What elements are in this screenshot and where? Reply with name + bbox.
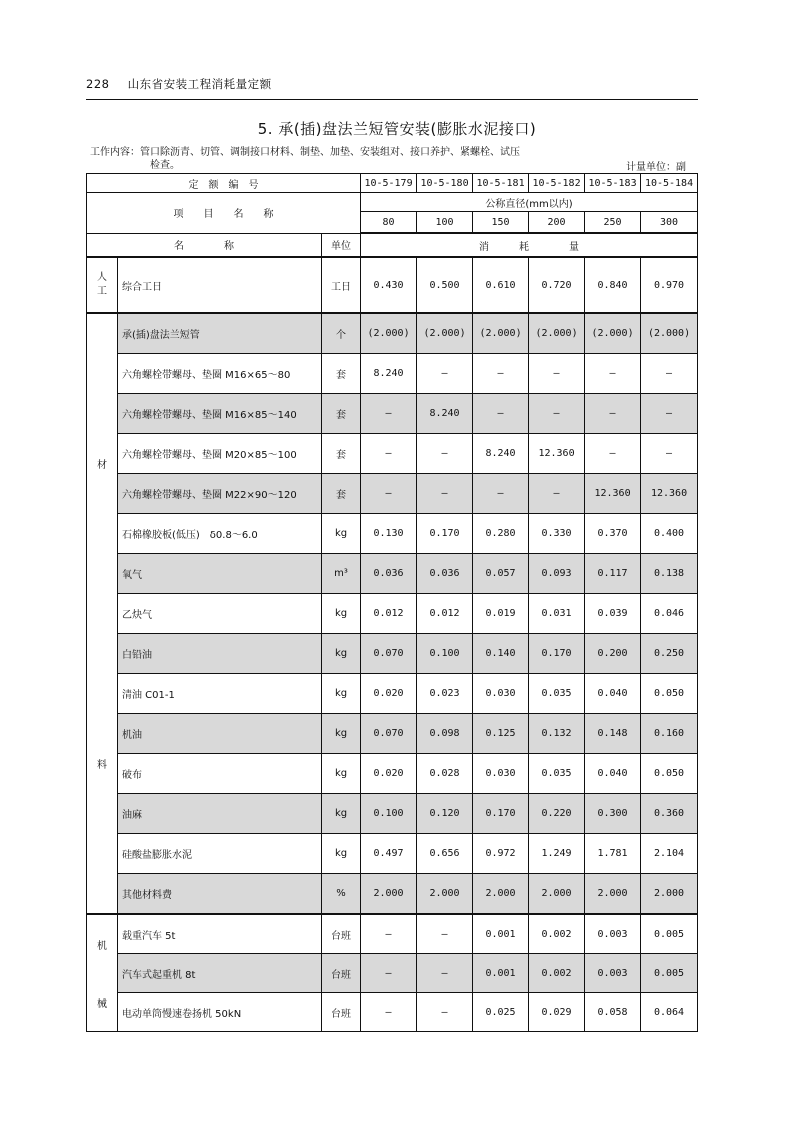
- quantity-cell: 0.040: [585, 754, 641, 794]
- item-name: 载重汽车 5t: [118, 914, 322, 954]
- machinery-row: [87, 993, 698, 1032]
- page-number: 228: [86, 77, 110, 91]
- labor-row: [87, 257, 698, 313]
- quantity-cell: 0.497: [361, 834, 417, 874]
- unit-of-measure: 计量单位：副: [626, 162, 686, 173]
- item-name: 硅酸盐膨胀水泥: [118, 834, 322, 874]
- quantity-cell: 0.720: [529, 257, 585, 313]
- item-name: 承(插)盘法兰短管: [118, 313, 322, 354]
- code-label: 定 额 编 号: [87, 174, 361, 193]
- quantity-cell: 0.050: [641, 754, 698, 794]
- column-header-row: [87, 233, 698, 257]
- item-unit: kg: [322, 634, 361, 674]
- item-unit: kg: [322, 674, 361, 714]
- quantity-cell: 12.360: [641, 474, 698, 514]
- dn-label-row: [87, 193, 698, 212]
- item-unit: 套: [322, 474, 361, 514]
- quantity-cell: 0.656: [417, 834, 473, 874]
- quantity-cell: 0.003: [585, 954, 641, 993]
- quantity-cell: 0.028: [417, 754, 473, 794]
- code-cell: 10-5-180: [417, 174, 473, 193]
- quantity-cell: 0.035: [529, 754, 585, 794]
- quantity-cell: —: [417, 354, 473, 394]
- labor-category-label: [87, 257, 118, 313]
- quantity-cell: (2.000): [529, 313, 585, 354]
- quantity-cell: 0.280: [473, 514, 529, 554]
- item-name: 六角螺栓带螺母、垫圈 M22×90～120: [118, 474, 322, 514]
- code-cell: 10-5-184: [641, 174, 698, 193]
- quantity-cell: 0.120: [417, 794, 473, 834]
- quantity-cell: —: [361, 474, 417, 514]
- quantity-cell: 0.020: [361, 754, 417, 794]
- quantity-cell: 2.000: [641, 874, 698, 915]
- quantity-cell: 0.003: [585, 914, 641, 954]
- quantity-cell: 0.050: [641, 674, 698, 714]
- quantity-cell: 0.160: [641, 714, 698, 754]
- quantity-cell: —: [529, 354, 585, 394]
- material-row: [87, 634, 698, 674]
- quantity-cell: (2.000): [473, 313, 529, 354]
- quantity-cell: 8.240: [473, 434, 529, 474]
- quantity-cell: 0.030: [473, 754, 529, 794]
- item-name: 其他材料费: [118, 874, 322, 915]
- quantity-cell: —: [361, 954, 417, 993]
- quantity-cell: —: [585, 394, 641, 434]
- quantity-cell: —: [417, 954, 473, 993]
- quantity-cell: —: [529, 474, 585, 514]
- diameter-cell: 100: [417, 212, 473, 234]
- item-name: 汽车式起重机 8t: [118, 954, 322, 993]
- quantity-cell: 0.064: [641, 993, 698, 1032]
- quantity-cell: 0.125: [473, 714, 529, 754]
- unit-column-label: 单位: [322, 233, 361, 257]
- quantity-cell: (2.000): [585, 313, 641, 354]
- material-row: [87, 514, 698, 554]
- quantity-cell: —: [361, 914, 417, 954]
- quantity-cell: 1.781: [585, 834, 641, 874]
- quantity-cell: —: [473, 394, 529, 434]
- item-name: 破布: [118, 754, 322, 794]
- quantity-cell: 0.040: [585, 674, 641, 714]
- quantity-cell: 0.002: [529, 954, 585, 993]
- category-char-top: 材: [97, 460, 107, 472]
- item-name: 六角螺栓带螺母、垫圈 M16×65～80: [118, 354, 322, 394]
- quantity-cell: 2.000: [417, 874, 473, 915]
- quantity-cell: 0.046: [641, 594, 698, 634]
- item-name: 综合工日: [118, 257, 322, 313]
- material-row: [87, 474, 698, 514]
- quantity-cell: 0.330: [529, 514, 585, 554]
- quantity-cell: 0.250: [641, 634, 698, 674]
- name-column-label: 名 称: [87, 233, 322, 257]
- item-name: 油麻: [118, 794, 322, 834]
- quantity-cell: —: [361, 993, 417, 1032]
- material-row: [87, 674, 698, 714]
- quantity-cell: —: [641, 354, 698, 394]
- item-unit: m³: [322, 554, 361, 594]
- quantity-cell: 0.001: [473, 914, 529, 954]
- quantity-cell: 2.104: [641, 834, 698, 874]
- quantity-cell: 2.000: [361, 874, 417, 915]
- material-row: [87, 594, 698, 634]
- item-unit: kg: [322, 834, 361, 874]
- quantity-cell: 0.100: [361, 794, 417, 834]
- quantity-cell: 0.140: [473, 634, 529, 674]
- quantity-cell: 0.019: [473, 594, 529, 634]
- section-title: 5. 承(插)盘法兰短管安装(膨胀水泥接口): [257, 120, 537, 138]
- item-name: 清油 C01-1: [118, 674, 322, 714]
- quantity-cell: 0.500: [417, 257, 473, 313]
- work-content-line-1: 工作内容：管口除沥青、切管、调制接口材料、制垫、加垫、安装组对、接口养护、紧螺栓、试压: [90, 147, 520, 158]
- code-cell: 10-5-179: [361, 174, 417, 193]
- quantity-cell: 0.972: [473, 834, 529, 874]
- quantity-cell: 2.000: [529, 874, 585, 915]
- item-name: 电动单筒慢速卷扬机 50kN: [118, 993, 322, 1032]
- item-unit: kg: [322, 594, 361, 634]
- item-name: 六角螺栓带螺母、垫圈 M20×85～100: [118, 434, 322, 474]
- quantity-cell: 0.012: [361, 594, 417, 634]
- material-row: [87, 434, 698, 474]
- quantity-cell: 0.002: [529, 914, 585, 954]
- quantity-cell: 0.020: [361, 674, 417, 714]
- item-unit: 个: [322, 313, 361, 354]
- quantity-cell: 12.360: [529, 434, 585, 474]
- quota-table: [86, 173, 698, 1032]
- item-name: 氧气: [118, 554, 322, 594]
- work-content-line-2: 检查。: [150, 160, 180, 171]
- item-unit: kg: [322, 714, 361, 754]
- quantity-cell: —: [641, 434, 698, 474]
- material-row: [87, 834, 698, 874]
- quantity-cell: 0.005: [641, 954, 698, 993]
- quantity-cell: —: [361, 394, 417, 434]
- category-char-bottom: 械: [97, 998, 107, 1010]
- quantity-cell: —: [585, 354, 641, 394]
- machinery-row: [87, 954, 698, 993]
- diameter-cell: 150: [473, 212, 529, 234]
- quantity-cell: 0.148: [585, 714, 641, 754]
- quantity-cell: 0.093: [529, 554, 585, 594]
- quantity-cell: 0.029: [529, 993, 585, 1032]
- code-row: [87, 174, 698, 193]
- quantity-cell: 0.610: [473, 257, 529, 313]
- quantity-cell: 0.023: [417, 674, 473, 714]
- header-rule: [86, 99, 698, 100]
- quantity-cell: 0.400: [641, 514, 698, 554]
- material-row: [87, 354, 698, 394]
- quantity-cell: 0.430: [361, 257, 417, 313]
- quantity-cell: 0.025: [473, 993, 529, 1032]
- quantity-cell: 8.240: [361, 354, 417, 394]
- quantity-cell: 8.240: [417, 394, 473, 434]
- consumption-label: 消 耗 量: [361, 233, 698, 257]
- quantity-cell: 2.000: [473, 874, 529, 915]
- machinery-row: [87, 914, 698, 954]
- quantity-cell: 0.170: [473, 794, 529, 834]
- item-unit: 台班: [322, 993, 361, 1032]
- quantity-cell: 1.249: [529, 834, 585, 874]
- quantity-cell: 0.132: [529, 714, 585, 754]
- code-cell: 10-5-183: [585, 174, 641, 193]
- quantity-cell: 0.070: [361, 714, 417, 754]
- quantity-cell: 0.070: [361, 634, 417, 674]
- item-name: 机油: [118, 714, 322, 754]
- quantity-cell: —: [361, 434, 417, 474]
- quantity-cell: —: [417, 434, 473, 474]
- quantity-cell: 0.220: [529, 794, 585, 834]
- category-char-bottom: 料: [97, 759, 107, 771]
- quantity-cell: 0.200: [585, 634, 641, 674]
- category-text: 人工: [97, 272, 107, 297]
- running-header: [86, 76, 272, 92]
- diameter-cell: 300: [641, 212, 698, 234]
- material-row: [87, 554, 698, 594]
- work-content: [90, 146, 630, 172]
- quantity-cell: 0.360: [641, 794, 698, 834]
- quantity-cell: —: [417, 914, 473, 954]
- quantity-cell: —: [473, 354, 529, 394]
- item-name-label: 项 目 名 称: [87, 193, 361, 234]
- quantity-cell: 0.036: [417, 554, 473, 594]
- item-unit: 工日: [322, 257, 361, 313]
- quantity-cell: 0.100: [417, 634, 473, 674]
- quantity-cell: 0.840: [585, 257, 641, 313]
- item-unit: kg: [322, 794, 361, 834]
- quantity-cell: 0.370: [585, 514, 641, 554]
- quantity-cell: —: [529, 394, 585, 434]
- material-row: [87, 394, 698, 434]
- material-row: [87, 874, 698, 915]
- quantity-cell: —: [473, 474, 529, 514]
- item-name: 六角螺栓带螺母、垫圈 M16×85～140: [118, 394, 322, 434]
- quantity-cell: —: [417, 474, 473, 514]
- quantity-cell: (2.000): [417, 313, 473, 354]
- item-unit: %: [322, 874, 361, 915]
- item-name: 白铅油: [118, 634, 322, 674]
- item-unit: 台班: [322, 954, 361, 993]
- quantity-cell: 0.170: [529, 634, 585, 674]
- item-unit: 套: [322, 394, 361, 434]
- quantity-cell: 0.300: [585, 794, 641, 834]
- quantity-cell: —: [417, 993, 473, 1032]
- nominal-diameter-label: 公称直径(mm以内): [361, 193, 698, 212]
- quantity-cell: 0.058: [585, 993, 641, 1032]
- quantity-cell: (2.000): [641, 313, 698, 354]
- code-cell: 10-5-181: [473, 174, 529, 193]
- quantity-cell: 0.035: [529, 674, 585, 714]
- item-unit: 套: [322, 434, 361, 474]
- item-unit: 台班: [322, 914, 361, 954]
- material-category-label: [87, 313, 118, 914]
- diameter-cell: 80: [361, 212, 417, 234]
- diameter-cell: 200: [529, 212, 585, 234]
- quantity-cell: 0.001: [473, 954, 529, 993]
- quantity-cell: 12.360: [585, 474, 641, 514]
- quantity-cell: 0.005: [641, 914, 698, 954]
- quantity-cell: (2.000): [361, 313, 417, 354]
- quantity-cell: 0.117: [585, 554, 641, 594]
- quantity-cell: 0.138: [641, 554, 698, 594]
- code-cell: 10-5-182: [529, 174, 585, 193]
- quantity-cell: 0.970: [641, 257, 698, 313]
- item-unit: kg: [322, 754, 361, 794]
- item-unit: kg: [322, 514, 361, 554]
- diameter-cell: 250: [585, 212, 641, 234]
- quantity-cell: 0.130: [361, 514, 417, 554]
- quantity-cell: —: [585, 434, 641, 474]
- machinery-category-label: [87, 914, 118, 1032]
- item-name: 石棉橡胶板(低压) δ0.8～6.0: [118, 514, 322, 554]
- quantity-cell: 0.030: [473, 674, 529, 714]
- material-row: [87, 794, 698, 834]
- material-row: [87, 714, 698, 754]
- quantity-cell: 0.057: [473, 554, 529, 594]
- item-name: 乙炔气: [118, 594, 322, 634]
- quantity-cell: 0.036: [361, 554, 417, 594]
- quantity-cell: 2.000: [585, 874, 641, 915]
- quantity-cell: 0.031: [529, 594, 585, 634]
- quantity-cell: 0.170: [417, 514, 473, 554]
- book-title: 山东省安装工程消耗量定额: [127, 77, 272, 91]
- material-row: [87, 754, 698, 794]
- quantity-cell: 0.098: [417, 714, 473, 754]
- quantity-cell: —: [641, 394, 698, 434]
- category-char-top: 机: [97, 940, 107, 952]
- quantity-cell: 0.012: [417, 594, 473, 634]
- quantity-cell: 0.039: [585, 594, 641, 634]
- item-unit: 套: [322, 354, 361, 394]
- material-row: [87, 313, 698, 354]
